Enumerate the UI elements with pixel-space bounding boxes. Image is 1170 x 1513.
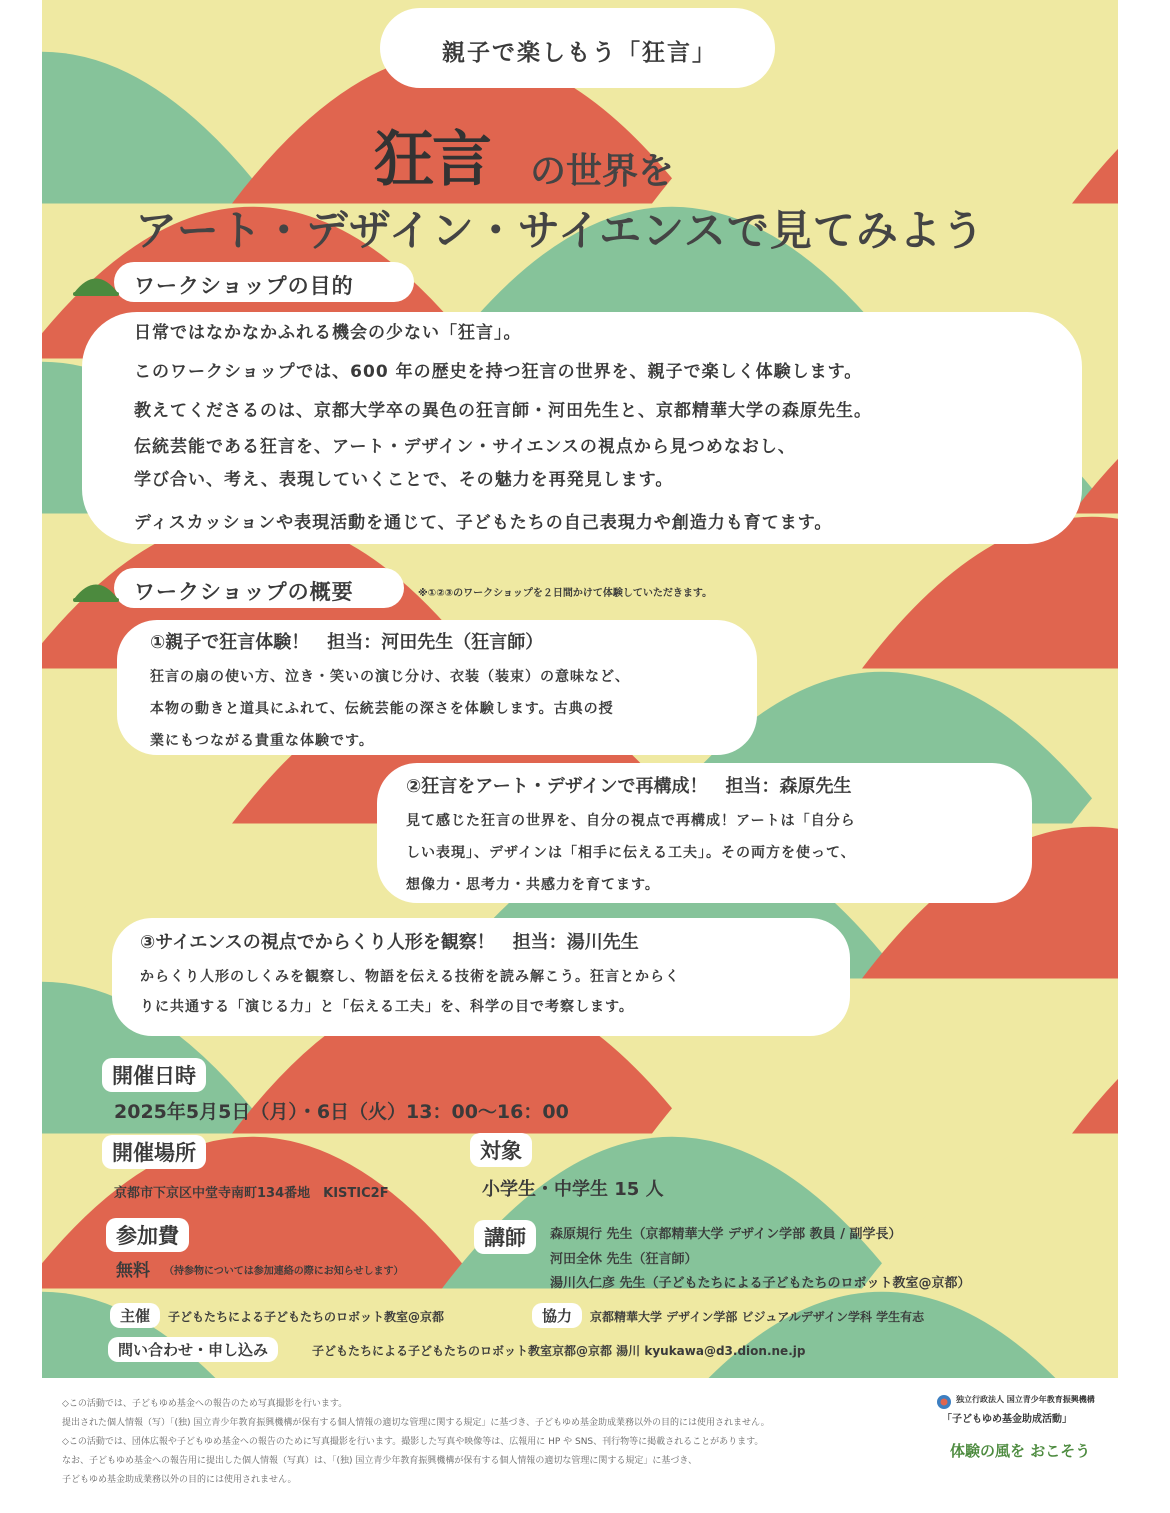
- footer-notes: [62, 1395, 922, 1490]
- pine-icon: [70, 572, 122, 604]
- session2-line: 見て感じた狂言の世界を、自分の視点で再構成！アートは「自分ら: [406, 813, 856, 829]
- overview-note: ※①②③のワークショップを２日間かけて体験していただきます。: [418, 588, 713, 599]
- session2-title: ②狂言をアート・デザインで再構成！ 担当：森原先生: [406, 776, 852, 797]
- title-line2: アート・デザイン・サイエンスで見てみよう: [135, 206, 985, 255]
- fee-note: （持参物については参加連絡の際にお知らせします）: [164, 1266, 404, 1277]
- host-label: 主催: [110, 1303, 160, 1328]
- fee-label: 参加費: [106, 1218, 189, 1252]
- purpose-line: 伝統芸能である狂言を、アート・デザイン・サイエンスの視点から見つめなおし、: [134, 437, 796, 457]
- purpose-line: 日常ではなかなかふれる機会の少ない「狂言」。: [134, 323, 522, 343]
- date-value: 2025年5月5日（月）・6日（火）13：00〜16：00: [114, 1101, 569, 1123]
- host-value: 子どもたちによる子どもたちのロボット教室@京都: [168, 1310, 445, 1324]
- purpose-line: 学び合い、考え、表現していくことで、その魅力を再発見します。: [134, 470, 674, 490]
- lecturer-label: 講師: [474, 1220, 536, 1254]
- contact-label: 問い合わせ・申し込み: [108, 1337, 278, 1362]
- lecturer-line: 河田全休 先生（狂言師）: [550, 1252, 698, 1267]
- lecturer-line: 森原規行 先生（京都精華大学 デザイン学部 教員 / 副学長）: [550, 1227, 902, 1242]
- session2-line: 想像力・思考力・共感力を育てます。: [406, 877, 660, 893]
- poster: [42, 0, 1118, 1378]
- footer-line: 子どもゆめ基金助成業務以外の目的には使用されません。: [62, 1475, 297, 1485]
- logo-text-line1: 独立行政法人 国立青少年教育振興機構: [956, 1395, 1095, 1404]
- purpose-line: このワークショップでは、600 年の歴史を持つ狂言の世界を、親子で楽しく体験します。: [134, 362, 863, 382]
- date-label: 開催日時: [102, 1058, 206, 1092]
- session1-title: ①親子で狂言体験！ 担当：河田先生（狂言師）: [150, 632, 544, 653]
- top-label: 親子で楽しもう「狂言」: [442, 40, 717, 66]
- logo-slogan: 体験の風を おこそう: [950, 1442, 1091, 1460]
- fee-value: 無料: [116, 1261, 150, 1281]
- pine-icon: [70, 266, 122, 298]
- lecturer-line: 湯川久仁彦 先生（子どもたちによる子どもたちのロボット教室@京都）: [550, 1276, 971, 1291]
- session3-title: ③サイエンスの視点でからくり人形を観察！ 担当：湯川先生: [140, 932, 639, 953]
- coop-label: 協力: [532, 1303, 582, 1328]
- session1-line: 狂言の扇の使い方、泣き・笑いの演じ分け、衣装（装束）の意味など、: [150, 669, 630, 685]
- logo-text-line2: 「子どもゆめ基金助成活動」: [942, 1414, 1072, 1425]
- overview-heading: ワークショップの概要: [134, 580, 354, 604]
- footer-line: なお、子どもゆめ基金への報告用に提出した個人情報（写真）は、「(独) 国立青少年教育振興機構が保有する個人情報の適切な管理に関する規定」に基づき、: [62, 1456, 698, 1466]
- session3-line: りに共通する「演じる力」と「伝える工夫」を、科学の目で考察します。: [140, 999, 634, 1015]
- coop-value: 京都精華大学 デザイン学部 ビジュアルデザイン学科 学生有志: [590, 1310, 925, 1324]
- target-value: 小学生・中学生 15 人: [482, 1179, 664, 1200]
- session3-line: からくり人形のしくみを観察し、物語を伝える技術を読み解こう。狂言とからく: [140, 969, 680, 985]
- title-kanji: 狂言: [374, 125, 490, 195]
- session1-line: 本物の動きと道具にふれて、伝統芸能の深さを体験します。古典の授: [150, 701, 614, 717]
- logo-mark-icon: [936, 1394, 952, 1410]
- target-label: 対象: [470, 1133, 532, 1167]
- session1-line: 業にもつながる貴重な体験です。: [150, 733, 374, 749]
- yume-kikin-logo: [936, 1392, 1106, 1492]
- purpose-line: 教えてくださるのは、京都大学卒の異色の狂言師・河田先生と、京都精華大学の森原先生。: [134, 401, 872, 421]
- place-value: 京都市下京区中堂寺南町134番地 KISTIC2F: [114, 1186, 389, 1201]
- footer-line: ◇この活動では、子どもゆめ基金への報告のため写真撮影を行います。: [62, 1399, 348, 1409]
- purpose-heading: ワークショップの目的: [134, 274, 354, 298]
- footer-line: ◇この活動では、団体広報や子どもゆめ基金への報告のために写真撮影を行います。撮影した写真や映像等は、広報用に HP や SNS、刊行物等に掲載されることがあります。: [62, 1437, 764, 1447]
- footer-line: 提出された個人情報（写）「(独) 国立青少年教育振興機構が保有する個人情報の適切な管理に関する規定」に基づき、子どもゆめ基金助成業務以外の目的には使用されません。: [62, 1418, 770, 1428]
- session2-line: しい表現」、デザインは「相手に伝える工夫」。その両方を使って、: [406, 845, 856, 861]
- place-label: 開催場所: [102, 1135, 206, 1169]
- purpose-line: ディスカッションや表現活動を通じて、子どもたちの自己表現力や創造力も育てます。: [134, 513, 833, 533]
- contact-value: 子どもたちによる子どもたちのロボット教室京都@京都 湯川 kyukawa@d3.dion.ne.jp: [312, 1344, 806, 1358]
- title-line1-rest: の世界を: [530, 151, 675, 192]
